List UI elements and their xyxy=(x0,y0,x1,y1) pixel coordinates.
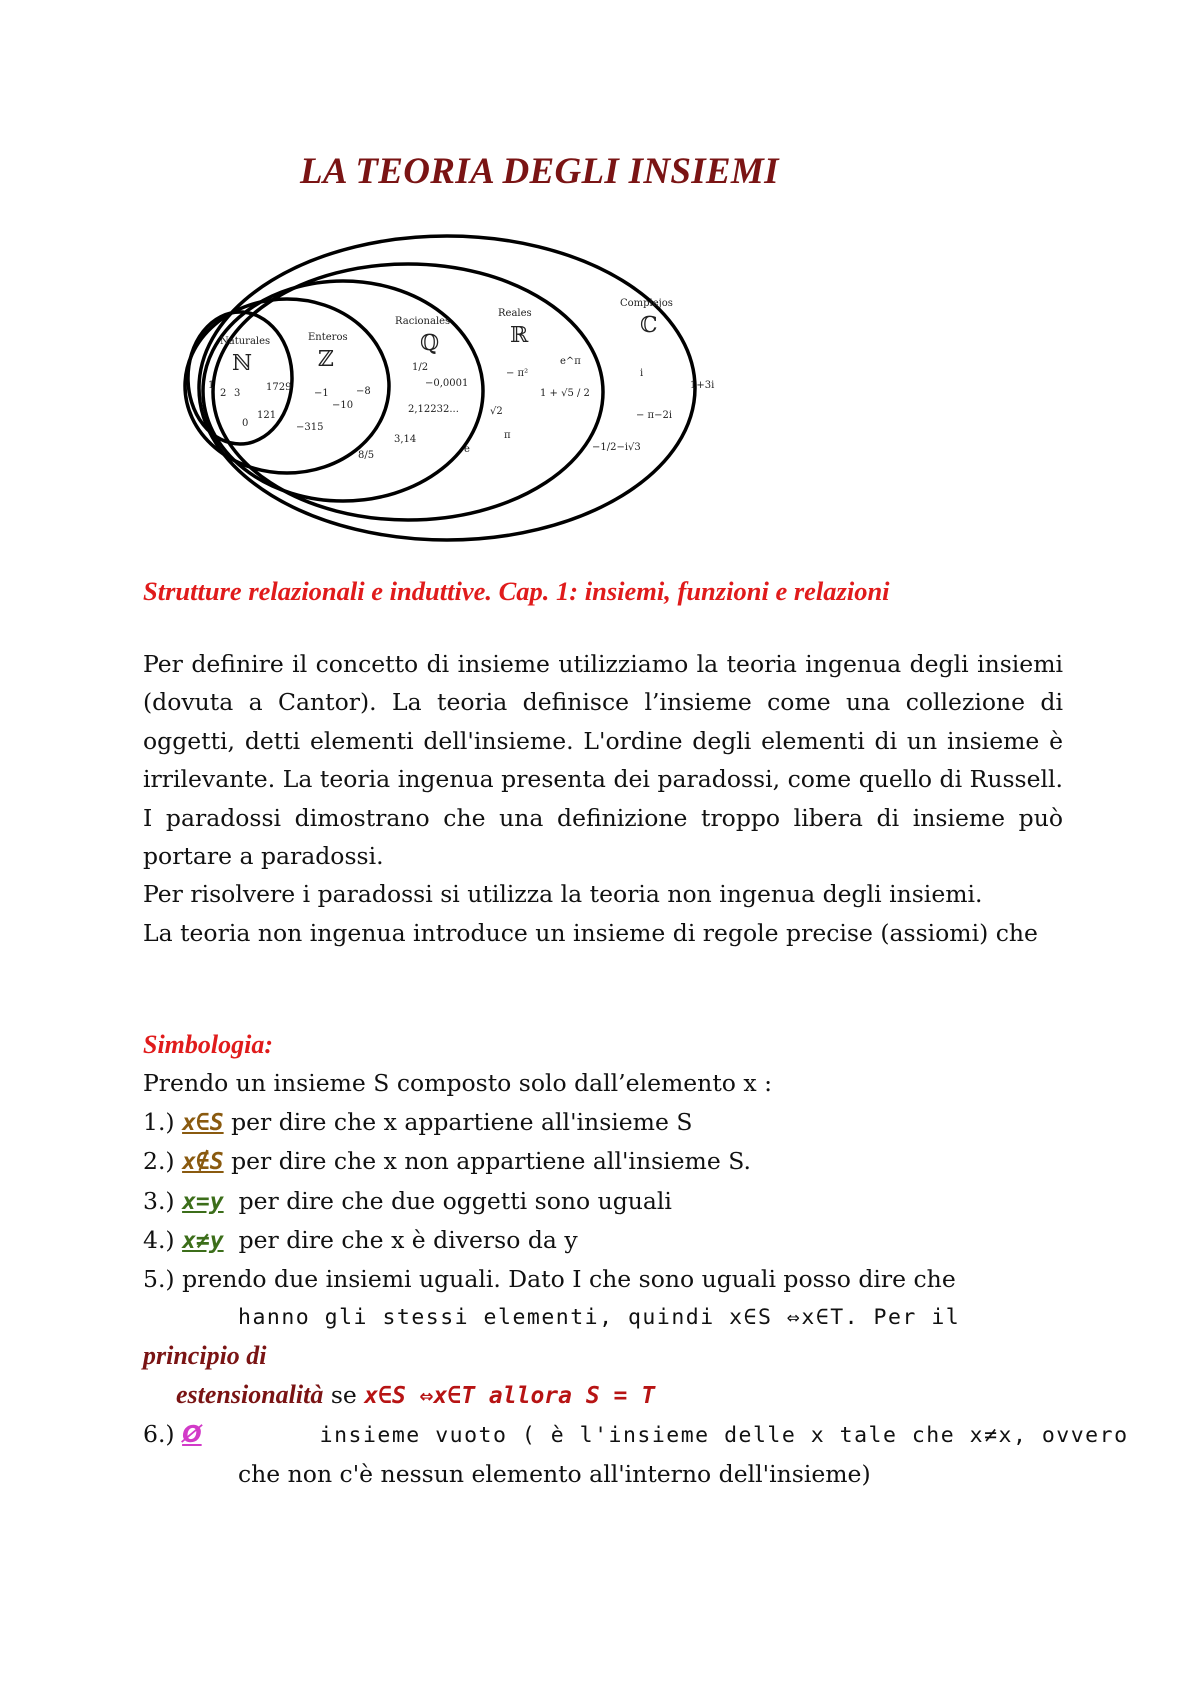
diagram-element: 1/2 xyxy=(412,362,429,373)
symbology-intro: Prendo un insieme S composto solo dall’elemento x : xyxy=(143,1069,773,1098)
diagram-element: 3,14 xyxy=(394,434,417,445)
item-text: prendo due insiemi uguali. Dato I che sono uguali posso dire che xyxy=(174,1265,956,1294)
diagram-element: e xyxy=(464,444,470,455)
symbol-item xyxy=(143,1415,1129,1455)
diagram-element: 0 xyxy=(242,418,249,429)
diagram-element: 1+3i xyxy=(690,380,715,391)
item-text: per dire che x non appartiene all'insieme S. xyxy=(223,1147,751,1176)
symbol-belongs: x∈S xyxy=(182,1109,224,1136)
paragraph: La teoria non ingenua introduce un insieme di regole precise (assiomi) che xyxy=(143,918,1038,947)
diagram-element: −8 xyxy=(356,386,371,397)
set-symbol-naturales: ℕ xyxy=(232,351,253,376)
diagram-element: − π−2i xyxy=(636,410,673,421)
paragraph: Per risolvere i paradossi si utilizza la teoria non ingenua degli insiemi. xyxy=(143,880,983,909)
item-continuation: hanno gli stessi elementi, quindi x∈S ⇔x∈T. Per il xyxy=(238,1304,961,1330)
item-number: 2.) xyxy=(143,1147,175,1176)
intro-text xyxy=(143,645,1063,952)
symbol-item xyxy=(143,1182,1073,1221)
set-symbol-enteros: ℤ xyxy=(318,347,335,372)
principle-label: principio di xyxy=(143,1341,267,1371)
set-name-racionales: Racionales xyxy=(395,316,451,327)
diagram-element: −0,0001 xyxy=(425,378,469,389)
symbology-section xyxy=(143,1026,1129,1494)
page-title: LA TEORIA DEGLI INSIEMI xyxy=(300,151,779,192)
diagram-element: 8/5 xyxy=(358,450,375,461)
diagram-element: 3 xyxy=(234,388,241,399)
item-text: per dire che due oggetti sono uguali xyxy=(223,1186,672,1215)
set-symbol-complejos: ℂ xyxy=(640,313,658,338)
diagram-element: 1 + √5 / 2 xyxy=(540,388,590,399)
item-number: 4.) xyxy=(143,1226,175,1255)
symbol-item xyxy=(143,1103,1073,1142)
set-name-naturales: Naturales xyxy=(220,336,271,347)
symbol-item xyxy=(143,1142,1073,1181)
symbol-item xyxy=(143,1260,1073,1298)
diagram-element: √2 xyxy=(490,406,503,417)
symbology-heading: Simbologia: xyxy=(143,1030,274,1059)
extensionality-line xyxy=(143,1376,1073,1415)
symbol-not-belongs: x∉S xyxy=(182,1149,224,1176)
item-text: insieme vuoto ( è l'insieme delle x tale che x≠x, ovvero xyxy=(319,1423,1129,1449)
item-continuation: che non c'è nessun elemento all'interno dell'insieme) xyxy=(238,1460,871,1489)
diagram-element: −10 xyxy=(332,400,354,411)
set-symbol-reales: ℝ xyxy=(510,323,529,348)
diagram-element: 121 xyxy=(257,410,277,421)
diagram-element: −1/2−i√3 xyxy=(592,442,641,453)
set-name-enteros: Enteros xyxy=(308,332,348,343)
diagram-element: π xyxy=(504,430,511,441)
empty-set-symbol: Ø xyxy=(182,1422,202,1449)
item-number: 3.) xyxy=(143,1186,175,1215)
diagram-element: 1729 xyxy=(266,382,292,393)
diagram-element: e^π xyxy=(560,356,581,367)
diagram-element: 1 xyxy=(208,380,215,391)
paragraph: Per definire il concetto di insieme utilizziamo la teoria ingenua degli insiemi (dovuta a Cantor). La teoria definisce l’insieme come una collezione di oggetti, detti elementi dell'insieme. L'ordine degli elementi di un insieme è irrilevante. La teoria ingenua presenta dei paradossi, come quello di Russell. I paradossi dimostrano che una definizione troppo libera di insieme può portare a paradossi. xyxy=(143,650,1063,871)
set-name-reales: Reales xyxy=(498,308,532,319)
number-sets-diagram xyxy=(180,228,780,548)
extensionality-formula: x∈S ⇔x∈T allora S = T xyxy=(364,1382,656,1409)
item-text: per dire che x è diverso da y xyxy=(223,1226,578,1255)
set-name-complejos: Complejos xyxy=(620,298,673,309)
diagram-element: −1 xyxy=(314,388,329,399)
symbol-not-equal: x≠y xyxy=(182,1228,224,1255)
diagram-element: 2,12232... xyxy=(408,404,459,415)
diagram-element: 2 xyxy=(220,388,227,399)
symbol-item xyxy=(143,1221,1073,1260)
chapter-subtitle: Strutture relazionali e induttive. Cap. 1: insiemi, funzioni e relazioni xyxy=(143,576,890,606)
item-number: 5.) xyxy=(143,1265,175,1294)
item-text: per dire che x appartiene all'insieme S xyxy=(223,1107,693,1136)
symbol-equal: x=y xyxy=(182,1188,224,1215)
set-symbol-racionales: ℚ xyxy=(420,331,440,356)
item-number: 1.) xyxy=(143,1107,175,1136)
diagram-element: −315 xyxy=(296,422,324,433)
se-word: se xyxy=(323,1380,365,1409)
diagram-element: − π² xyxy=(506,368,529,379)
principle-label: estensionalità xyxy=(176,1379,324,1409)
diagram-element: i xyxy=(640,368,644,379)
item-number: 6.) xyxy=(143,1420,175,1449)
